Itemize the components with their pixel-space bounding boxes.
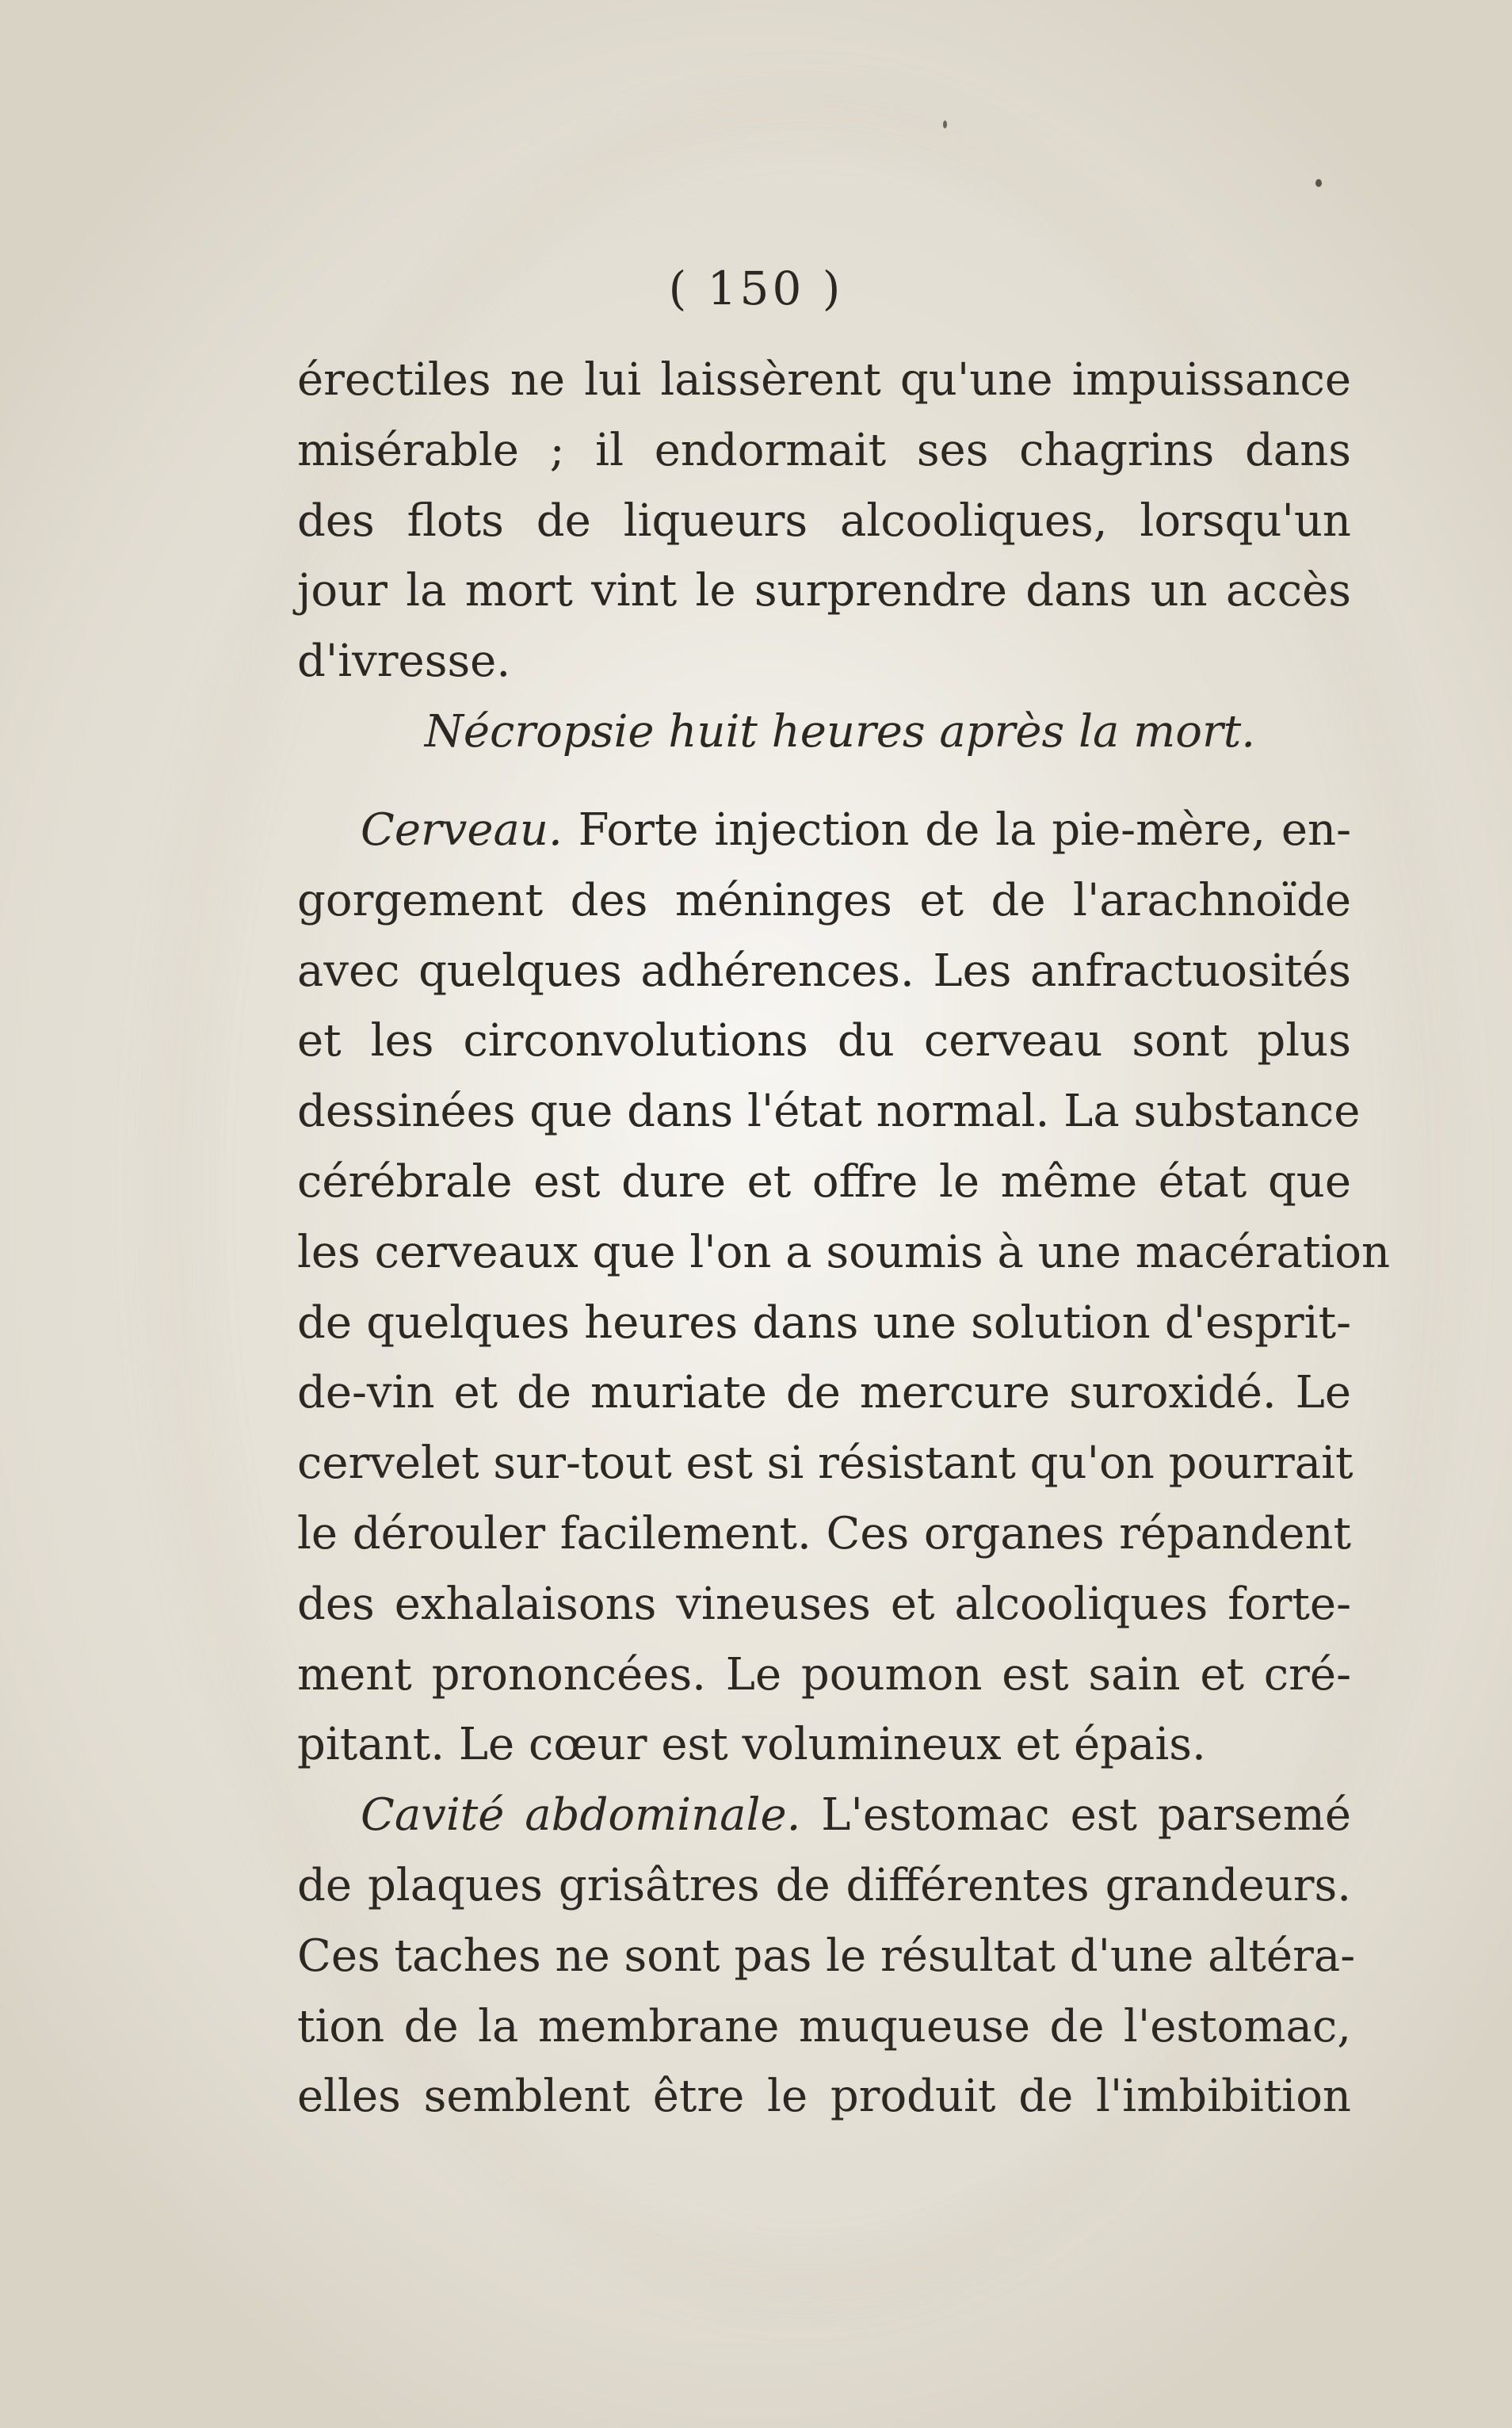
page-number: ( 150 ) bbox=[668, 262, 844, 315]
text-line: des flots de liqueurs alcooliques, lorsqu'un bbox=[297, 494, 1351, 547]
text-line: érectiles ne lui laissèrent qu'une impuissance bbox=[297, 354, 1351, 406]
text-line: des exhalaisons vineuses et alcooliques forte- bbox=[297, 1578, 1351, 1630]
text-line: avec quelques adhérences. Les anfractuosités bbox=[297, 945, 1351, 997]
text-line: tion de la membrane muqueuse de l'estomac, bbox=[297, 2000, 1351, 2052]
ink-speck bbox=[943, 120, 947, 128]
text-run: L'estomac est parsemé bbox=[821, 1789, 1351, 1842]
text-run: Forte injection de la pie-mère, en- bbox=[578, 804, 1351, 856]
text-line: cérébrale est dure et offre le même état que bbox=[297, 1155, 1351, 1208]
text-line: jour la mort vint le surprendre dans un accès bbox=[297, 565, 1351, 617]
text-line: elles semblent être le produit de l'imbibition bbox=[297, 2071, 1351, 2123]
text-line: cervelet sur-tout est si résistant qu'on pourrait bbox=[297, 1437, 1354, 1490]
ink-speck bbox=[1315, 179, 1322, 187]
text-line: misérable ; il endormait ses chagrins dans bbox=[297, 424, 1351, 476]
text-line: de plaques grisâtres de différentes grandeurs. bbox=[297, 1859, 1351, 1911]
text-line: et les circonvolutions du cerveau sont plus bbox=[297, 1015, 1351, 1067]
paragraph-first-line bbox=[297, 796, 1351, 866]
section-lead: Cerveau. bbox=[361, 804, 563, 856]
section-lead: Cavité abdominale. bbox=[361, 1789, 801, 1842]
body-text bbox=[297, 345, 1391, 2132]
text-line: Ces taches ne sont pas le résultat d'une altéra- bbox=[297, 1930, 1356, 1982]
paragraph-first-line bbox=[297, 1781, 1351, 1851]
text-line: ment prononcées. Le poumon est sain et cré- bbox=[297, 1648, 1351, 1701]
text-line: gorgement des méninges et de l'arachnoïde bbox=[297, 874, 1351, 926]
text-line: d'ivresse. bbox=[297, 636, 511, 688]
text-line: de-vin et de muriate de mercure suroxidé. Le bbox=[297, 1367, 1351, 1419]
section-heading: Nécropsie huit heures après la mort. bbox=[424, 705, 1256, 758]
text-line: de quelques heures dans une solution d'esprit- bbox=[297, 1296, 1351, 1349]
text-line: le dérouler facilement. Ces organes répandent bbox=[297, 1507, 1351, 1559]
text-line: dessinées que dans l'état normal. La substance bbox=[297, 1086, 1361, 1138]
text-line: les cerveaux que l'on a soumis à une macération bbox=[297, 1226, 1391, 1278]
text-line: pitant. Le cœur est volumineux et épais. bbox=[297, 1719, 1206, 1771]
